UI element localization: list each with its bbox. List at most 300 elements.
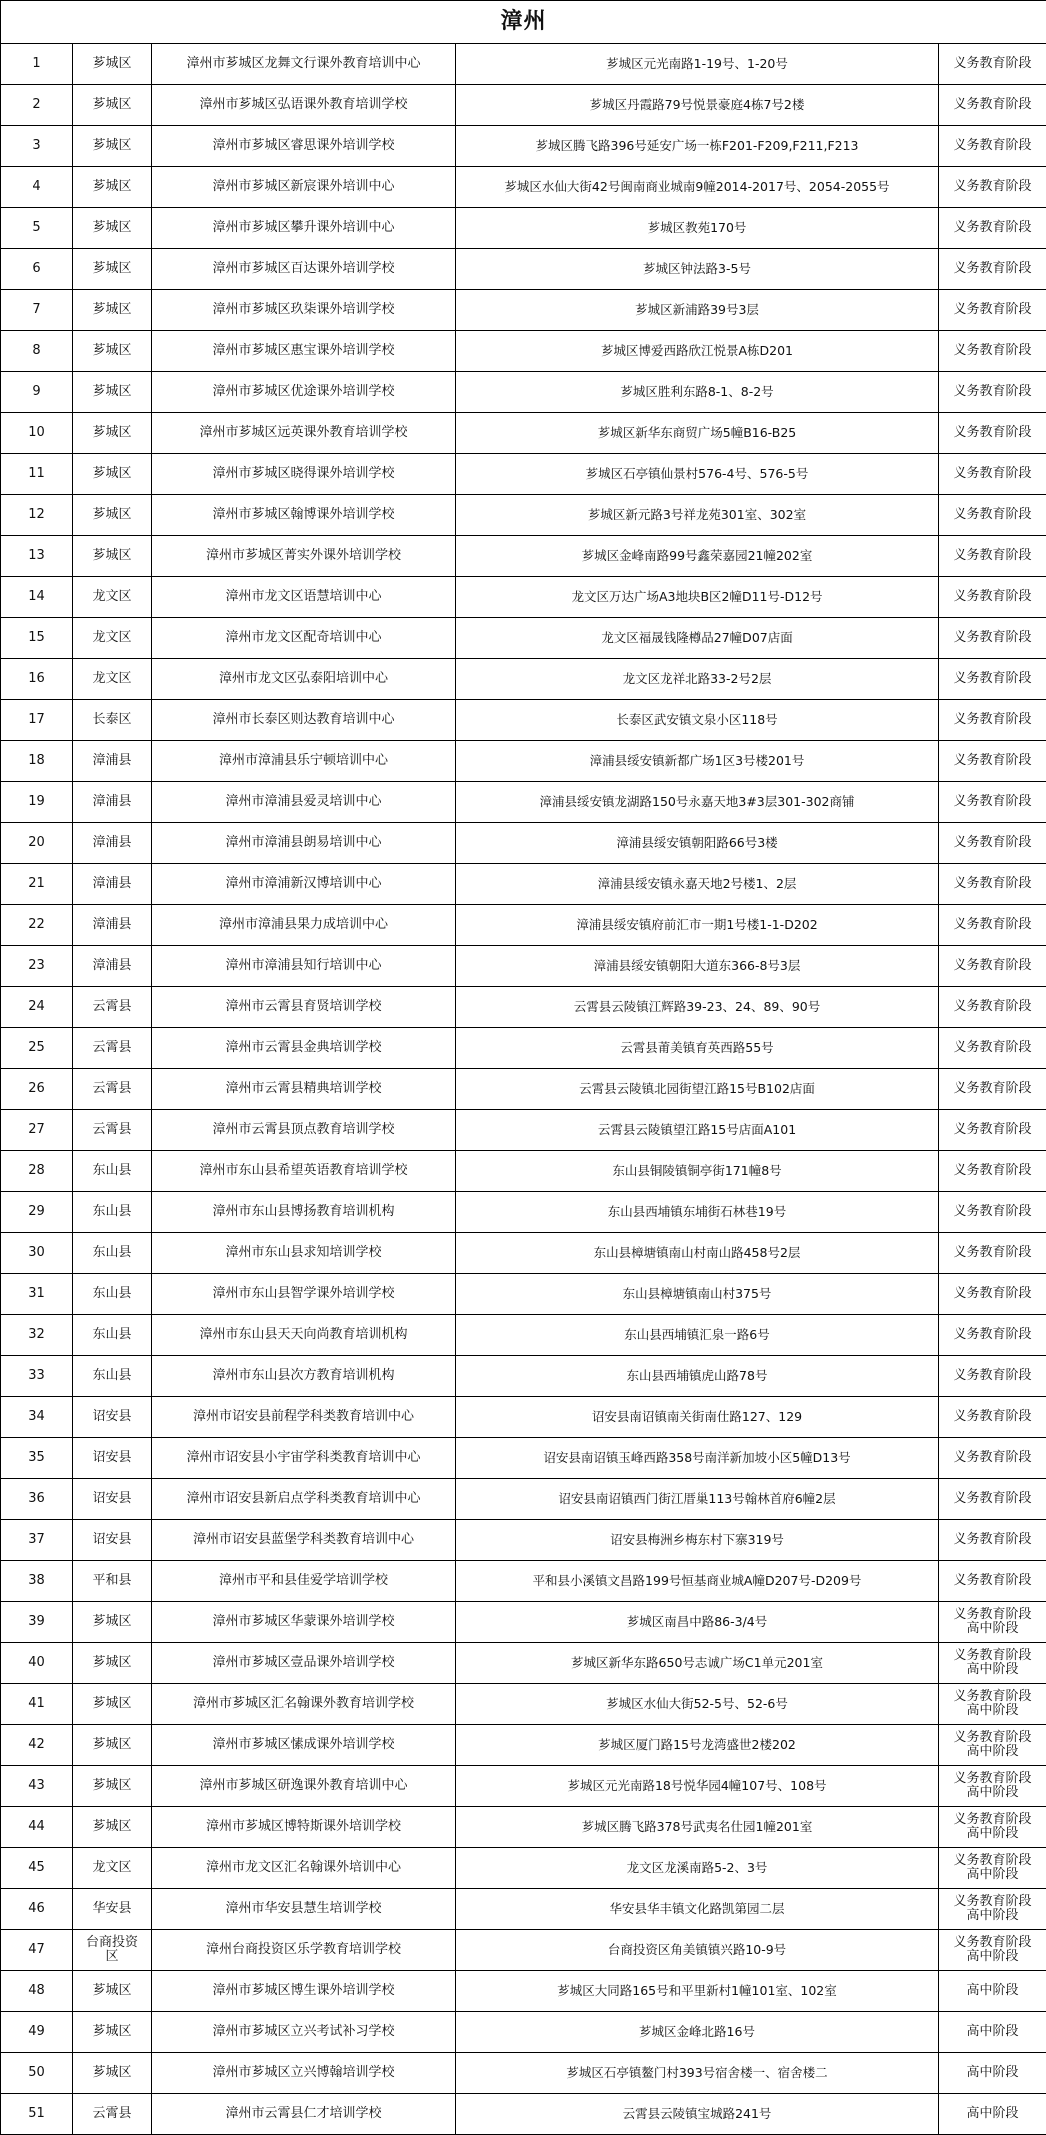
district-cell: 东山县 xyxy=(73,1151,152,1192)
institution-name-cell: 漳州市东山县智学课外培训学校 xyxy=(152,1274,456,1315)
row-index: 35 xyxy=(1,1438,73,1479)
stage-cell: 义务教育阶段 xyxy=(939,413,1046,454)
table-row xyxy=(1,1766,1046,1807)
district-cell: 漳浦县 xyxy=(73,823,152,864)
stage-cell: 义务教育阶段 xyxy=(939,618,1046,659)
row-index: 25 xyxy=(1,1028,73,1069)
row-index: 41 xyxy=(1,1684,73,1725)
district-cell: 龙文区 xyxy=(73,618,152,659)
address-cell: 东山县西埔镇汇泉一路6号 xyxy=(456,1315,939,1356)
stage-cell: 义务教育阶段 xyxy=(939,85,1046,126)
district-cell: 芗城区 xyxy=(73,1643,152,1684)
district-cell: 芗城区 xyxy=(73,85,152,126)
district-cell: 芗城区 xyxy=(73,372,152,413)
row-index: 8 xyxy=(1,331,73,372)
stage-cell: 义务教育阶段 高中阶段 xyxy=(939,1725,1046,1766)
institution-name-cell: 漳州市芗城区晓得课外培训学校 xyxy=(152,454,456,495)
row-index: 28 xyxy=(1,1151,73,1192)
address-cell: 芗城区石亭镇鳌门村393号宿舍楼一、宿舍楼二 xyxy=(456,2053,939,2094)
stage-cell: 义务教育阶段 xyxy=(939,864,1046,905)
institution-name-cell: 漳州市龙文区配奇培训中心 xyxy=(152,618,456,659)
address-cell: 华安县华丰镇文化路凯第园二层 xyxy=(456,1889,939,1930)
row-index: 4 xyxy=(1,167,73,208)
table-row xyxy=(1,331,1046,372)
table-row xyxy=(1,413,1046,454)
district-cell: 漳浦县 xyxy=(73,864,152,905)
table-row xyxy=(1,1807,1046,1848)
row-index: 42 xyxy=(1,1725,73,1766)
address-cell: 芗城区新浦路39号3层 xyxy=(456,290,939,331)
institution-name-cell: 漳州市芗城区弘语课外教育培训学校 xyxy=(152,85,456,126)
row-index: 44 xyxy=(1,1807,73,1848)
row-index: 29 xyxy=(1,1192,73,1233)
table-row xyxy=(1,249,1046,290)
stage-cell: 义务教育阶段 xyxy=(939,1479,1046,1520)
table-row xyxy=(1,126,1046,167)
table-row xyxy=(1,1684,1046,1725)
address-cell: 芗城区新元路3号祥龙苑301室、302室 xyxy=(456,495,939,536)
row-index: 1 xyxy=(1,44,73,85)
title-row xyxy=(1,1,1046,44)
table-row xyxy=(1,1561,1046,1602)
row-index: 48 xyxy=(1,1971,73,2012)
stage-cell: 义务教育阶段 xyxy=(939,290,1046,331)
address-cell: 漳浦县绥安镇朝阳大道东366-8号3层 xyxy=(456,946,939,987)
district-cell: 东山县 xyxy=(73,1356,152,1397)
row-index: 26 xyxy=(1,1069,73,1110)
stage-cell: 义务教育阶段 xyxy=(939,823,1046,864)
stage-cell: 义务教育阶段 xyxy=(939,1151,1046,1192)
institution-name-cell: 漳州市漳浦县知行培训中心 xyxy=(152,946,456,987)
district-cell: 芗城区 xyxy=(73,2012,152,2053)
table-body xyxy=(1,44,1046,2135)
district-cell: 芗城区 xyxy=(73,2053,152,2094)
stage-cell: 义务教育阶段 xyxy=(939,1110,1046,1151)
address-cell: 诏安县南诏镇西门街江厝巢113号翰林首府6幢2层 xyxy=(456,1479,939,1520)
stage-cell: 义务教育阶段 xyxy=(939,1397,1046,1438)
address-cell: 东山县西埔镇虎山路78号 xyxy=(456,1356,939,1397)
institution-name-cell: 漳州市云霄县金典培训学校 xyxy=(152,1028,456,1069)
institution-name-cell: 漳州市云霄县精典培训学校 xyxy=(152,1069,456,1110)
address-cell: 芗城区新华东商贸广场5幢B16-B25 xyxy=(456,413,939,454)
table-row xyxy=(1,1438,1046,1479)
address-cell: 芗城区新华东路650号志诚广场C1单元201室 xyxy=(456,1643,939,1684)
address-cell: 芗城区石亭镇仙景村576-4号、576-5号 xyxy=(456,454,939,495)
stage-cell: 义务教育阶段 xyxy=(939,577,1046,618)
table-row xyxy=(1,1520,1046,1561)
address-cell: 芗城区丹霞路79号悦景豪庭4栋7号2楼 xyxy=(456,85,939,126)
district-cell: 诏安县 xyxy=(73,1479,152,1520)
row-index: 51 xyxy=(1,2094,73,2135)
stage-cell: 义务教育阶段 xyxy=(939,249,1046,290)
address-cell: 芗城区博爱西路欣江悦景A栋D201 xyxy=(456,331,939,372)
row-index: 46 xyxy=(1,1889,73,1930)
institution-name-cell: 漳州市芗城区华蒙课外培训学校 xyxy=(152,1602,456,1643)
district-cell: 诏安县 xyxy=(73,1397,152,1438)
row-index: 10 xyxy=(1,413,73,454)
institution-name-cell: 漳州市东山县希望英语教育培训学校 xyxy=(152,1151,456,1192)
institution-name-cell: 漳州市诏安县前程学科类教育培训中心 xyxy=(152,1397,456,1438)
address-cell: 龙文区龙溪南路5-2、3号 xyxy=(456,1848,939,1889)
institution-name-cell: 漳州市芗城区远英课外教育培训学校 xyxy=(152,413,456,454)
address-cell: 芗城区腾飞路378号武夷名仕园1幢201室 xyxy=(456,1807,939,1848)
institution-name-cell: 漳州市东山县次方教育培训机构 xyxy=(152,1356,456,1397)
institution-name-cell: 漳州市芗城区玖柒课外培训学校 xyxy=(152,290,456,331)
address-cell: 芗城区元光南路1-19号、1-20号 xyxy=(456,44,939,85)
district-cell: 芗城区 xyxy=(73,126,152,167)
table-row xyxy=(1,1602,1046,1643)
district-cell: 台商投资 区 xyxy=(73,1930,152,1971)
stage-cell: 义务教育阶段 xyxy=(939,167,1046,208)
row-index: 34 xyxy=(1,1397,73,1438)
table-row xyxy=(1,372,1046,413)
stage-cell: 义务教育阶段 高中阶段 xyxy=(939,1766,1046,1807)
stage-cell: 义务教育阶段 xyxy=(939,1315,1046,1356)
address-cell: 芗城区厦门路15号龙湾盛世2楼202 xyxy=(456,1725,939,1766)
address-cell: 云霄县云陵镇江辉路39-23、24、89、90号 xyxy=(456,987,939,1028)
institution-name-cell: 漳州市云霄县育贤培训学校 xyxy=(152,987,456,1028)
address-cell: 芗城区腾飞路396号延安广场一栋F201-F209,F211,F213 xyxy=(456,126,939,167)
district-cell: 东山县 xyxy=(73,1192,152,1233)
district-cell: 漳浦县 xyxy=(73,741,152,782)
table-title: 漳州 xyxy=(1,1,1046,44)
row-index: 5 xyxy=(1,208,73,249)
address-cell: 东山县铜陵镇铜亭街171幢8号 xyxy=(456,1151,939,1192)
row-index: 9 xyxy=(1,372,73,413)
table-row xyxy=(1,1151,1046,1192)
row-index: 20 xyxy=(1,823,73,864)
stage-cell: 义务教育阶段 xyxy=(939,495,1046,536)
table-row xyxy=(1,44,1046,85)
stage-cell: 义务教育阶段 xyxy=(939,1438,1046,1479)
institution-name-cell: 漳州市诏安县新启点学科类教育培训中心 xyxy=(152,1479,456,1520)
institution-name-cell: 漳州市芗城区愫成课外培训学校 xyxy=(152,1725,456,1766)
district-cell: 云霄县 xyxy=(73,1028,152,1069)
district-cell: 漳浦县 xyxy=(73,905,152,946)
stage-cell: 义务教育阶段 xyxy=(939,372,1046,413)
district-cell: 芗城区 xyxy=(73,1684,152,1725)
institution-name-cell: 漳州市芗城区研逸课外教育培训中心 xyxy=(152,1766,456,1807)
institution-name-cell: 漳州市芗城区立兴考试补习学校 xyxy=(152,2012,456,2053)
address-cell: 长泰区武安镇文泉小区118号 xyxy=(456,700,939,741)
stage-cell: 高中阶段 xyxy=(939,2094,1046,2135)
stage-cell: 义务教育阶段 xyxy=(939,741,1046,782)
table-row xyxy=(1,1397,1046,1438)
district-cell: 芗城区 xyxy=(73,44,152,85)
district-cell: 芗城区 xyxy=(73,1766,152,1807)
row-index: 32 xyxy=(1,1315,73,1356)
stage-cell: 义务教育阶段 xyxy=(939,1356,1046,1397)
address-cell: 台商投资区角美镇镇兴路10-9号 xyxy=(456,1930,939,1971)
institution-name-cell: 漳州市漳浦县朗易培训中心 xyxy=(152,823,456,864)
district-cell: 漳浦县 xyxy=(73,946,152,987)
institution-name-cell: 漳州市华安县慧生培训学校 xyxy=(152,1889,456,1930)
institution-name-cell: 漳州市平和县佳爱学培训学校 xyxy=(152,1561,456,1602)
stage-cell: 义务教育阶段 xyxy=(939,782,1046,823)
table-row xyxy=(1,905,1046,946)
stage-cell: 义务教育阶段 xyxy=(939,946,1046,987)
institution-name-cell: 漳州市芗城区惠宝课外培训学校 xyxy=(152,331,456,372)
stage-cell: 义务教育阶段 xyxy=(939,987,1046,1028)
address-cell: 芗城区胜利东路8-1、8-2号 xyxy=(456,372,939,413)
institution-name-cell: 漳州市龙文区汇名翰课外培训中心 xyxy=(152,1848,456,1889)
stage-cell: 义务教育阶段 高中阶段 xyxy=(939,1930,1046,1971)
address-cell: 东山县樟塘镇南山村375号 xyxy=(456,1274,939,1315)
institution-name-cell: 漳州市龙文区语慧培训中心 xyxy=(152,577,456,618)
stage-cell: 义务教育阶段 高中阶段 xyxy=(939,1643,1046,1684)
district-cell: 东山县 xyxy=(73,1315,152,1356)
institution-name-cell: 漳州市芗城区新宸课外培训中心 xyxy=(152,167,456,208)
institution-name-cell: 漳州市东山县求知培训学校 xyxy=(152,1233,456,1274)
institution-name-cell: 漳州市东山县天天向尚教育培训机构 xyxy=(152,1315,456,1356)
district-cell: 长泰区 xyxy=(73,700,152,741)
address-cell: 漳浦县绥安镇龙湖路150号永嘉天地3#3层301-302商铺 xyxy=(456,782,939,823)
address-cell: 漳浦县绥安镇府前汇市一期1号楼1-1-D202 xyxy=(456,905,939,946)
row-index: 43 xyxy=(1,1766,73,1807)
stage-cell: 义务教育阶段 xyxy=(939,1274,1046,1315)
stage-cell: 义务教育阶段 xyxy=(939,331,1046,372)
address-cell: 芗城区教苑170号 xyxy=(456,208,939,249)
address-cell: 芗城区水仙大街42号闽南商业城南9幢2014-2017号、2054-2055号 xyxy=(456,167,939,208)
table-row xyxy=(1,946,1046,987)
district-cell: 龙文区 xyxy=(73,659,152,700)
row-index: 7 xyxy=(1,290,73,331)
table-row xyxy=(1,659,1046,700)
district-cell: 龙文区 xyxy=(73,577,152,618)
stage-cell: 义务教育阶段 xyxy=(939,454,1046,495)
table-row xyxy=(1,1930,1046,1971)
stage-cell: 义务教育阶段 高中阶段 xyxy=(939,1807,1046,1848)
institution-name-cell: 漳州市芗城区攀升课外培训中心 xyxy=(152,208,456,249)
table-row xyxy=(1,618,1046,659)
institution-name-cell: 漳州市芗城区菁实外课外培训学校 xyxy=(152,536,456,577)
district-cell: 云霄县 xyxy=(73,1110,152,1151)
row-index: 47 xyxy=(1,1930,73,1971)
table-row xyxy=(1,1274,1046,1315)
institution-name-cell: 漳州市诏安县小宇宙学科类教育培训中心 xyxy=(152,1438,456,1479)
district-cell: 云霄县 xyxy=(73,1069,152,1110)
table-row xyxy=(1,1889,1046,1930)
address-cell: 云霄县云陵镇北园街望江路15号B102店面 xyxy=(456,1069,939,1110)
institution-name-cell: 漳州市芗城区立兴博翰培训学校 xyxy=(152,2053,456,2094)
table-row xyxy=(1,823,1046,864)
row-index: 24 xyxy=(1,987,73,1028)
stage-cell: 义务教育阶段 xyxy=(939,700,1046,741)
table-row xyxy=(1,1356,1046,1397)
table-row xyxy=(1,85,1046,126)
table-row xyxy=(1,864,1046,905)
address-cell: 东山县西埔镇东埔街石林巷19号 xyxy=(456,1192,939,1233)
institution-name-cell: 漳州市漳浦县果力成培训中心 xyxy=(152,905,456,946)
row-index: 36 xyxy=(1,1479,73,1520)
address-cell: 芗城区南昌中路86-3/4号 xyxy=(456,1602,939,1643)
address-cell: 诏安县南诏镇玉峰西路358号南洋新加坡小区5幢D13号 xyxy=(456,1438,939,1479)
row-index: 31 xyxy=(1,1274,73,1315)
address-cell: 云霄县云陵镇宝城路241号 xyxy=(456,2094,939,2135)
stage-cell: 义务教育阶段 高中阶段 xyxy=(939,1889,1046,1930)
district-cell: 芗城区 xyxy=(73,1602,152,1643)
district-cell: 平和县 xyxy=(73,1561,152,1602)
institution-name-cell: 漳州市芗城区百达课外培训学校 xyxy=(152,249,456,290)
table-row xyxy=(1,1233,1046,1274)
institution-name-cell: 漳州市东山县博扬教育培训机构 xyxy=(152,1192,456,1233)
institution-name-cell: 漳州市芗城区博特斯课外培训学校 xyxy=(152,1807,456,1848)
district-cell: 芗城区 xyxy=(73,1725,152,1766)
stage-cell: 义务教育阶段 高中阶段 xyxy=(939,1684,1046,1725)
table-row xyxy=(1,1110,1046,1151)
address-cell: 芗城区金峰南路99号鑫荣嘉园21幢202室 xyxy=(456,536,939,577)
table-row xyxy=(1,1725,1046,1766)
district-cell: 芗城区 xyxy=(73,331,152,372)
table-row xyxy=(1,2012,1046,2053)
institution-name-cell: 漳州市芗城区睿思课外培训学校 xyxy=(152,126,456,167)
institution-name-cell: 漳州市诏安县蓝堡学科类教育培训中心 xyxy=(152,1520,456,1561)
address-cell: 诏安县南诏镇南关街南仕路127、129 xyxy=(456,1397,939,1438)
table-row xyxy=(1,1315,1046,1356)
address-cell: 芗城区元光南路18号悦华园4幢107号、108号 xyxy=(456,1766,939,1807)
row-index: 15 xyxy=(1,618,73,659)
district-cell: 诏安县 xyxy=(73,1520,152,1561)
table-row xyxy=(1,1192,1046,1233)
row-index: 39 xyxy=(1,1602,73,1643)
stage-cell: 义务教育阶段 xyxy=(939,1520,1046,1561)
stage-cell: 义务教育阶段 xyxy=(939,1192,1046,1233)
district-cell: 芗城区 xyxy=(73,249,152,290)
table-row xyxy=(1,1971,1046,2012)
table-row xyxy=(1,495,1046,536)
district-cell: 华安县 xyxy=(73,1889,152,1930)
table-row xyxy=(1,1479,1046,1520)
district-cell: 芗城区 xyxy=(73,1971,152,2012)
row-index: 49 xyxy=(1,2012,73,2053)
address-cell: 东山县樟塘镇南山村南山路458号2层 xyxy=(456,1233,939,1274)
address-cell: 平和县小溪镇文昌路199号恒基商业城A幢D207号-D209号 xyxy=(456,1561,939,1602)
row-index: 16 xyxy=(1,659,73,700)
table-row xyxy=(1,987,1046,1028)
institution-name-cell: 漳州市漳浦新汉博培训中心 xyxy=(152,864,456,905)
stage-cell: 高中阶段 xyxy=(939,2012,1046,2053)
stage-cell: 义务教育阶段 xyxy=(939,536,1046,577)
address-cell: 漳浦县绥安镇朝阳路66号3楼 xyxy=(456,823,939,864)
address-cell: 芗城区大同路165号和平里新村1幢101室、102室 xyxy=(456,1971,939,2012)
row-index: 3 xyxy=(1,126,73,167)
district-cell: 芗城区 xyxy=(73,536,152,577)
row-index: 14 xyxy=(1,577,73,618)
district-cell: 芗城区 xyxy=(73,167,152,208)
stage-cell: 义务教育阶段 xyxy=(939,1069,1046,1110)
stage-cell: 义务教育阶段 xyxy=(939,44,1046,85)
row-index: 22 xyxy=(1,905,73,946)
table-row xyxy=(1,536,1046,577)
address-cell: 云霄县云陵镇望江路15号店面A101 xyxy=(456,1110,939,1151)
institution-name-cell: 漳州台商投资区乐学教育培训学校 xyxy=(152,1930,456,1971)
district-cell: 芗城区 xyxy=(73,495,152,536)
row-index: 17 xyxy=(1,700,73,741)
stage-cell: 义务教育阶段 xyxy=(939,208,1046,249)
institution-name-cell: 漳州市芗城区汇名翰课外教育培训学校 xyxy=(152,1684,456,1725)
address-cell: 龙文区龙祥北路33-2号2层 xyxy=(456,659,939,700)
row-index: 40 xyxy=(1,1643,73,1684)
district-cell: 芗城区 xyxy=(73,290,152,331)
address-cell: 龙文区福晟钱隆樽品27幢D07店面 xyxy=(456,618,939,659)
row-index: 45 xyxy=(1,1848,73,1889)
address-cell: 芗城区钟法路3-5号 xyxy=(456,249,939,290)
table-row xyxy=(1,208,1046,249)
stage-cell: 义务教育阶段 高中阶段 xyxy=(939,1602,1046,1643)
row-index: 19 xyxy=(1,782,73,823)
row-index: 37 xyxy=(1,1520,73,1561)
institution-name-cell: 漳州市长泰区则达教育培训中心 xyxy=(152,700,456,741)
district-cell: 龙文区 xyxy=(73,1848,152,1889)
district-cell: 云霄县 xyxy=(73,987,152,1028)
institution-name-cell: 漳州市漳浦县乐宁顿培训中心 xyxy=(152,741,456,782)
row-index: 6 xyxy=(1,249,73,290)
table-row xyxy=(1,2094,1046,2135)
address-cell: 龙文区万达广场A3地块B区2幢D11号-D12号 xyxy=(456,577,939,618)
table-row xyxy=(1,454,1046,495)
district-cell: 芗城区 xyxy=(73,1807,152,1848)
institution-name-cell: 漳州市云霄县仁才培训学校 xyxy=(152,2094,456,2135)
table-row xyxy=(1,1643,1046,1684)
table-row xyxy=(1,577,1046,618)
district-cell: 东山县 xyxy=(73,1274,152,1315)
stage-cell: 高中阶段 xyxy=(939,2053,1046,2094)
institution-name-cell: 漳州市芗城区博生课外培训学校 xyxy=(152,1971,456,2012)
row-index: 13 xyxy=(1,536,73,577)
row-index: 27 xyxy=(1,1110,73,1151)
district-cell: 芗城区 xyxy=(73,454,152,495)
stage-cell: 义务教育阶段 xyxy=(939,659,1046,700)
row-index: 21 xyxy=(1,864,73,905)
table-row xyxy=(1,1069,1046,1110)
table-row xyxy=(1,2053,1046,2094)
institution-name-cell: 漳州市芗城区翰博课外培训学校 xyxy=(152,495,456,536)
row-index: 50 xyxy=(1,2053,73,2094)
row-index: 12 xyxy=(1,495,73,536)
table-row xyxy=(1,167,1046,208)
district-cell: 东山县 xyxy=(73,1233,152,1274)
stage-cell: 义务教育阶段 xyxy=(939,905,1046,946)
district-cell: 漳浦县 xyxy=(73,782,152,823)
table-row xyxy=(1,1848,1046,1889)
address-cell: 芗城区水仙大街52-5号、52-6号 xyxy=(456,1684,939,1725)
address-cell: 漳浦县绥安镇永嘉天地2号楼1、2层 xyxy=(456,864,939,905)
stage-cell: 义务教育阶段 xyxy=(939,1561,1046,1602)
address-cell: 漳浦县绥安镇新都广场1区3号楼201号 xyxy=(456,741,939,782)
stage-cell: 义务教育阶段 xyxy=(939,1028,1046,1069)
district-cell: 云霄县 xyxy=(73,2094,152,2135)
district-cell: 诏安县 xyxy=(73,1438,152,1479)
stage-cell: 义务教育阶段 xyxy=(939,1233,1046,1274)
stage-cell: 义务教育阶段 高中阶段 xyxy=(939,1848,1046,1889)
row-index: 30 xyxy=(1,1233,73,1274)
institution-name-cell: 漳州市云霄县顶点教育培训学校 xyxy=(152,1110,456,1151)
row-index: 2 xyxy=(1,85,73,126)
address-cell: 云霄县莆美镇育英西路55号 xyxy=(456,1028,939,1069)
table-row xyxy=(1,741,1046,782)
stage-cell: 义务教育阶段 xyxy=(939,126,1046,167)
stage-cell: 高中阶段 xyxy=(939,1971,1046,2012)
table-row xyxy=(1,1028,1046,1069)
row-index: 23 xyxy=(1,946,73,987)
institution-name-cell: 漳州市漳浦县爱灵培训中心 xyxy=(152,782,456,823)
row-index: 33 xyxy=(1,1356,73,1397)
district-cell: 芗城区 xyxy=(73,208,152,249)
institution-name-cell: 漳州市芗城区优途课外培训学校 xyxy=(152,372,456,413)
institution-name-cell: 漳州市龙文区弘泰阳培训中心 xyxy=(152,659,456,700)
row-index: 11 xyxy=(1,454,73,495)
address-cell: 诏安县梅洲乡梅东村下寨319号 xyxy=(456,1520,939,1561)
